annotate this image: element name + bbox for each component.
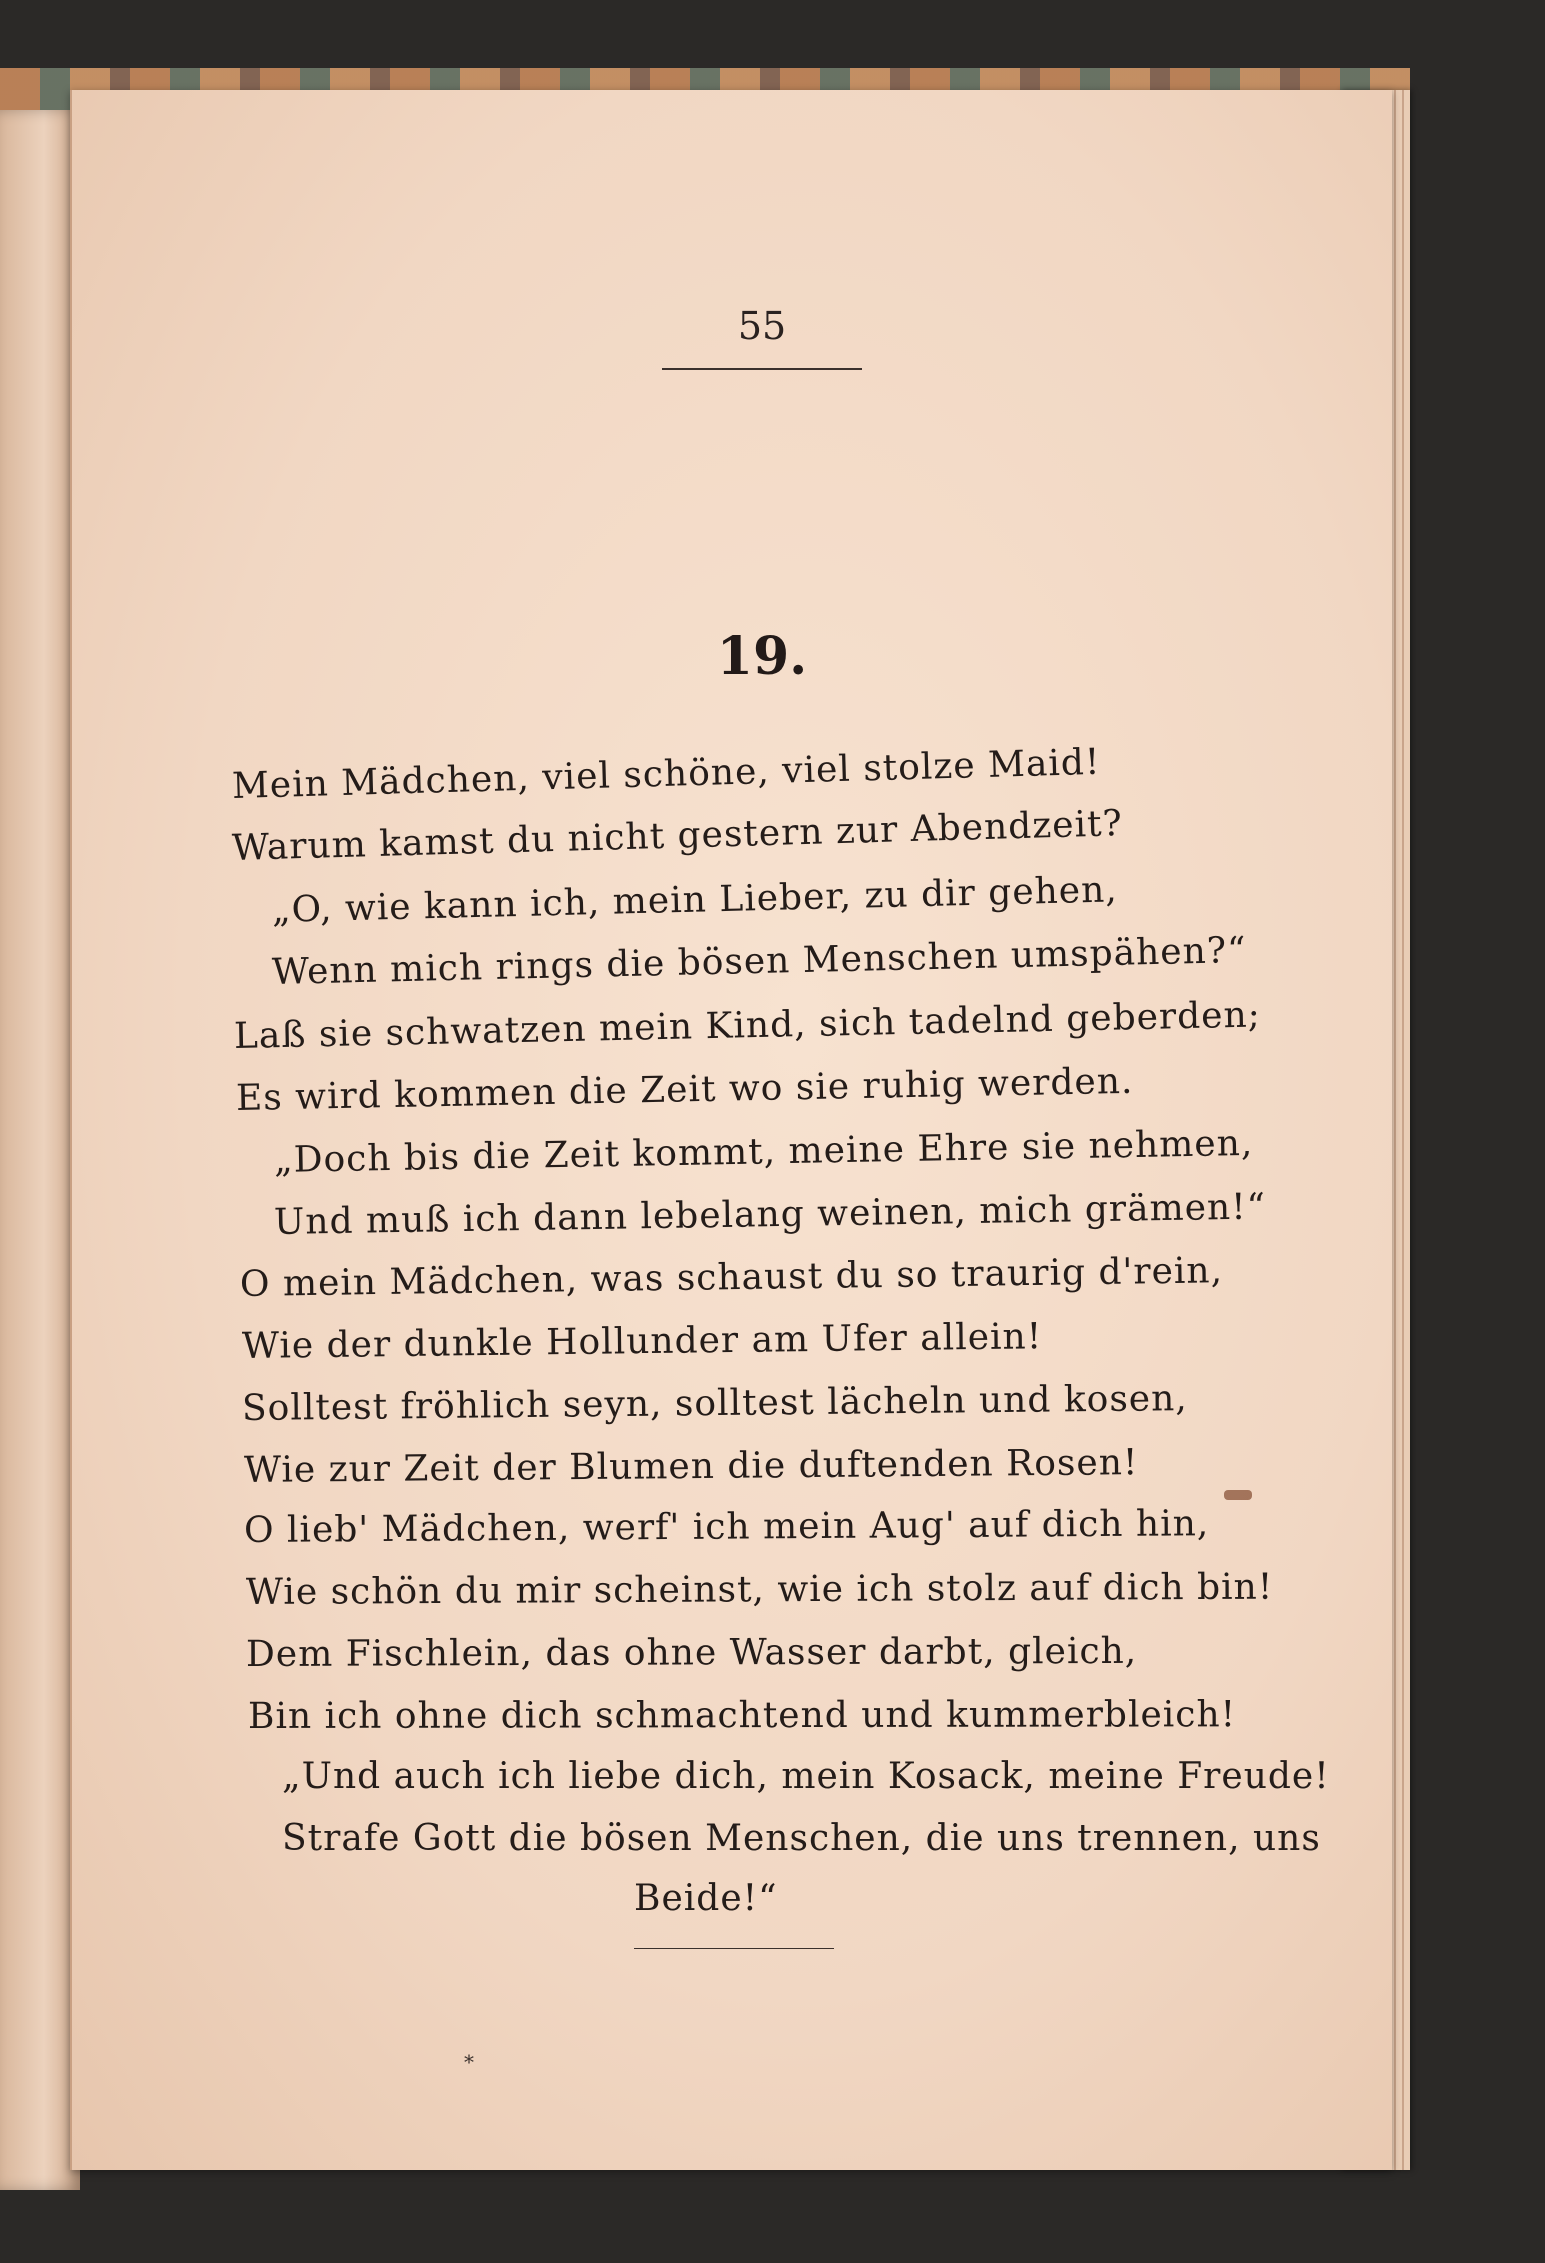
footer-rule [634,1948,834,1949]
poem-line: Es wird kommen die Zeit wo sie ruhig werden. [235,1060,1134,1119]
poem-line: „O, wie kann ich, mein Lieber, zu dir gehen, [271,869,1119,931]
poem-line: Dem Fischlein, das ohne Wasser darbt, gleich, [245,1630,1138,1675]
poem-line: Mein Mädchen, viel schöne, viel stolze Maid! [231,741,1101,807]
poem-line: Strafe Gott die bösen Menschen, die uns trennen, uns [282,1818,1321,1859]
poem-line: Laß sie schwatzen mein Kind, sich tadelnd geberden; [233,994,1262,1057]
poem-line: Wie der dunkle Hollunder am Ufer allein! [241,1316,1043,1367]
paper-stain [1224,1490,1252,1500]
left-page-edge [0,110,80,2190]
poem-line: Wenn mich rings die bösen Menschen umspähen?“ [271,929,1247,993]
poem-line: O lieb' Mädchen, werf' ich mein Aug' auf dich hin, [243,1503,1210,1551]
poem-body [72,90,1392,2170]
poem-number: 19. [716,626,808,687]
poem-line: Bin ich ohne dich schmachtend und kummerbleich! [247,1694,1237,1737]
poem-line: O mein Mädchen, was schaust du so traurig d'rein, [239,1250,1224,1305]
poem-line: Wie schön du mir scheinst, wie ich stolz auf dich bin! [245,1566,1274,1613]
poem-line: Beide!“ [634,1878,778,1919]
poem-line: „Und auch ich liebe dich, mein Kosack, meine Freude! [282,1756,1330,1797]
page-number: 55 [737,304,787,348]
footer-mark: * [464,2050,474,2074]
poem-line: Wie zur Zeit der Blumen die duftenden Rosen! [243,1442,1139,1491]
poem-line: Warum kamst du nicht gestern zur Abendzeit? [231,803,1124,869]
poem-line: „Doch bis die Zeit kommt, meine Ehre sie nehmen, [273,1122,1254,1181]
poem-line: Solltest fröhlich seyn, solltest lächeln und kosen, [241,1378,1188,1429]
poem-line: Und muß ich dann lebelang weinen, mich grämen!“ [273,1186,1267,1243]
book-page [70,90,1392,2170]
